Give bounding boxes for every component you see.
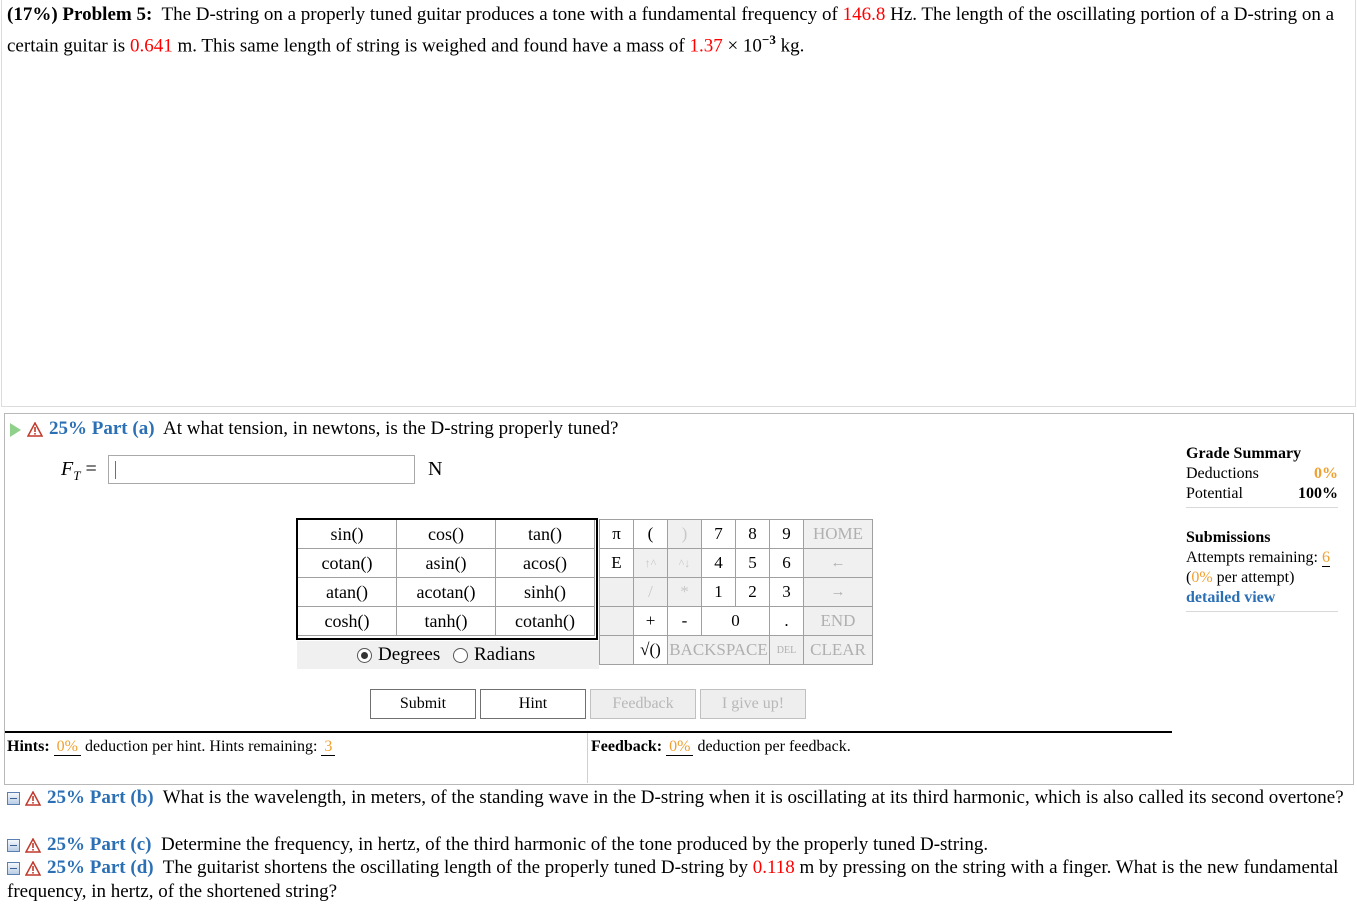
per-attempt-open: ( <box>1186 569 1192 586</box>
degrees-label: Degrees <box>378 644 441 665</box>
key-5[interactable]: 5 <box>736 549 770 578</box>
attempts-value: 6 <box>1321 549 1330 566</box>
part-b-label[interactable]: 25% Part (b) <box>47 787 154 808</box>
feedback-info <box>591 738 851 756</box>
radians-option[interactable] <box>453 644 535 666</box>
length-value: 0.641 <box>129 35 173 57</box>
text-caret <box>115 461 116 479</box>
key-8[interactable]: 8 <box>736 520 770 549</box>
superscript-up-button[interactable]: ↑^ <box>634 549 668 578</box>
expand-box-icon[interactable] <box>7 792 20 805</box>
warning-icon <box>27 422 43 437</box>
feedback-button[interactable]: Feedback <box>590 689 696 719</box>
problem-text: The D-string on a properly tuned guitar produces a tone with a fundamental frequency of <box>161 4 843 25</box>
per-attempt-row <box>1186 568 1338 588</box>
feedback-pct: 0% <box>666 738 693 756</box>
function-pad <box>297 519 595 636</box>
superscript-down-button[interactable]: ^↓ <box>668 549 702 578</box>
key-9[interactable]: 9 <box>770 520 804 549</box>
part-a-header <box>10 417 618 441</box>
deductions-value: 0% <box>1314 465 1338 482</box>
mass-exponent: −3 <box>761 32 776 47</box>
give-up-button[interactable]: I give up! <box>700 689 806 719</box>
multiply-button[interactable]: * <box>668 578 702 607</box>
key-1[interactable]: 1 <box>702 578 736 607</box>
hints-label: Hints: <box>7 738 50 755</box>
part-c-label[interactable]: 25% Part (c) <box>47 834 152 855</box>
radians-radio[interactable] <box>453 648 468 663</box>
cosh-button[interactable]: cosh() <box>298 607 397 636</box>
frequency-unit: Hz <box>890 4 913 25</box>
home-button[interactable]: HOME <box>804 520 873 549</box>
cotanh-button[interactable]: cotanh() <box>496 607 595 636</box>
part-c <box>7 833 1347 857</box>
mass-times: × 10 <box>727 35 762 57</box>
cursor-right-button[interactable]: → <box>804 578 873 607</box>
warning-icon <box>25 861 41 876</box>
detailed-view-link[interactable]: detailed view <box>1186 589 1276 606</box>
hints-text: deduction per hint. Hints remaining: <box>85 738 318 755</box>
expand-box-icon[interactable] <box>7 862 20 875</box>
sinh-button[interactable]: sinh() <box>496 578 595 607</box>
answer-input[interactable] <box>108 455 415 484</box>
blank-key <box>600 578 634 607</box>
key-6[interactable]: 6 <box>770 549 804 578</box>
angle-mode <box>297 641 599 669</box>
part-d-label[interactable]: 25% Part (d) <box>47 857 154 878</box>
hints-remaining: 3 <box>321 738 335 756</box>
degrees-option[interactable] <box>357 644 440 666</box>
answer-unit: N <box>428 458 443 480</box>
equals-sign: = <box>85 458 97 480</box>
expand-arrow-icon[interactable] <box>10 423 21 437</box>
mass-unit: kg. <box>780 35 805 57</box>
part-d-question-rest: by pressing on the string with a finger. What is the new fundamental frequency, in hertz, of the shortened string? <box>7 857 1339 902</box>
per-attempt-pct: 0% <box>1191 569 1213 586</box>
potential-label: Potential <box>1186 485 1243 502</box>
problem-statement <box>7 2 1342 58</box>
key-3[interactable]: 3 <box>770 578 804 607</box>
variable-subscript: T <box>73 468 81 483</box>
plus-button[interactable]: + <box>634 607 668 636</box>
potential-row <box>1186 484 1338 504</box>
minus-button[interactable]: - <box>668 607 702 636</box>
key-4[interactable]: 4 <box>702 549 736 578</box>
problem-percent: (17%) <box>7 4 58 25</box>
problem-text: . This same length of string is weighed and found have a mass of <box>192 35 690 57</box>
pi-button[interactable]: π <box>600 520 634 549</box>
left-paren-button[interactable]: ( <box>634 520 668 549</box>
expand-box-icon[interactable] <box>7 839 20 852</box>
keypad <box>599 519 873 665</box>
blank-key <box>600 636 634 665</box>
sqrt-button[interactable]: √() <box>634 636 668 665</box>
tanh-button[interactable]: tanh() <box>397 607 496 636</box>
frequency-value: 146.8 <box>842 4 886 25</box>
divide-button[interactable]: / <box>634 578 668 607</box>
acos-button[interactable]: acos() <box>496 549 595 578</box>
problem-frame <box>1 0 1356 407</box>
key-0[interactable]: 0 <box>702 607 770 636</box>
part-b-question: What is the wavelength, in meters, of the standing wave in the D-string when it is oscillating at its third harmonic, which is also called its second overtone? <box>162 787 1344 808</box>
variable-symbol: F <box>61 458 74 480</box>
key-2[interactable]: 2 <box>736 578 770 607</box>
length-unit: m <box>177 35 193 57</box>
potential-value: 100% <box>1298 485 1338 502</box>
backspace-button[interactable]: BACKSPACE <box>668 636 770 665</box>
warning-icon <box>25 838 41 853</box>
cotan-button[interactable]: cotan() <box>298 549 397 578</box>
part-d-question: The guitarist shortens the oscillating length of the properly tuned D-string by <box>162 857 753 878</box>
mass-value: 1.37 <box>689 35 723 57</box>
sin-button[interactable]: sin() <box>298 520 397 549</box>
exponent-e-button[interactable]: E <box>600 549 634 578</box>
shorten-unit: m <box>799 857 815 878</box>
problem-label: Problem 5: <box>62 4 153 25</box>
part-a-question: At what tension, in newtons, is the D-string properly tuned? <box>162 418 619 439</box>
divider <box>1186 507 1338 508</box>
submit-button[interactable]: Submit <box>370 689 476 719</box>
asin-button[interactable]: asin() <box>397 549 496 578</box>
hints-info <box>7 738 335 756</box>
attempts-row <box>1186 548 1338 568</box>
submissions-title: Submissions <box>1186 529 1271 546</box>
divider <box>587 733 588 783</box>
end-button[interactable]: END <box>804 607 873 636</box>
per-attempt-text: per attempt) <box>1216 569 1295 586</box>
key-7[interactable]: 7 <box>702 520 736 549</box>
cos-button[interactable]: cos() <box>397 520 496 549</box>
degrees-radio[interactable] <box>357 648 372 663</box>
feedback-text: deduction per feedback. <box>697 738 851 755</box>
decimal-button[interactable]: . <box>770 607 804 636</box>
right-paren-button[interactable]: ) <box>668 520 702 549</box>
atan-button[interactable]: atan() <box>298 578 397 607</box>
warning-icon <box>25 791 41 806</box>
acotan-button[interactable]: acotan() <box>397 578 496 607</box>
answer-variable <box>61 458 97 484</box>
cursor-left-button[interactable]: ← <box>804 549 873 578</box>
hint-button[interactable]: Hint <box>480 689 586 719</box>
clear-button[interactable]: CLEAR <box>804 636 873 665</box>
grade-summary-title: Grade Summary <box>1186 445 1302 462</box>
deductions-label: Deductions <box>1186 465 1259 482</box>
attempts-label: Attempts remaining: <box>1186 549 1318 566</box>
grade-summary <box>1186 444 1338 612</box>
radians-label: Radians <box>474 644 536 665</box>
part-a-label: 25% Part (a) <box>49 418 155 439</box>
part-b <box>7 786 1347 810</box>
shorten-value: 0.118 <box>752 857 795 878</box>
part-c-question: Determine the frequency, in hertz, of the third harmonic of the tone produced by the properly tuned D-string. <box>160 834 989 855</box>
tan-button[interactable]: tan() <box>496 520 595 549</box>
blank-key <box>600 607 634 636</box>
part-d <box>7 856 1347 904</box>
hints-pct: 0% <box>54 738 81 756</box>
problem-text: . The length of the oscillating portion of a D-string on a certain guitar is <box>7 4 1335 57</box>
deductions-row <box>1186 464 1338 484</box>
delete-button[interactable]: DEL <box>770 636 804 665</box>
feedback-label: Feedback: <box>591 738 663 755</box>
divider <box>1186 611 1338 612</box>
